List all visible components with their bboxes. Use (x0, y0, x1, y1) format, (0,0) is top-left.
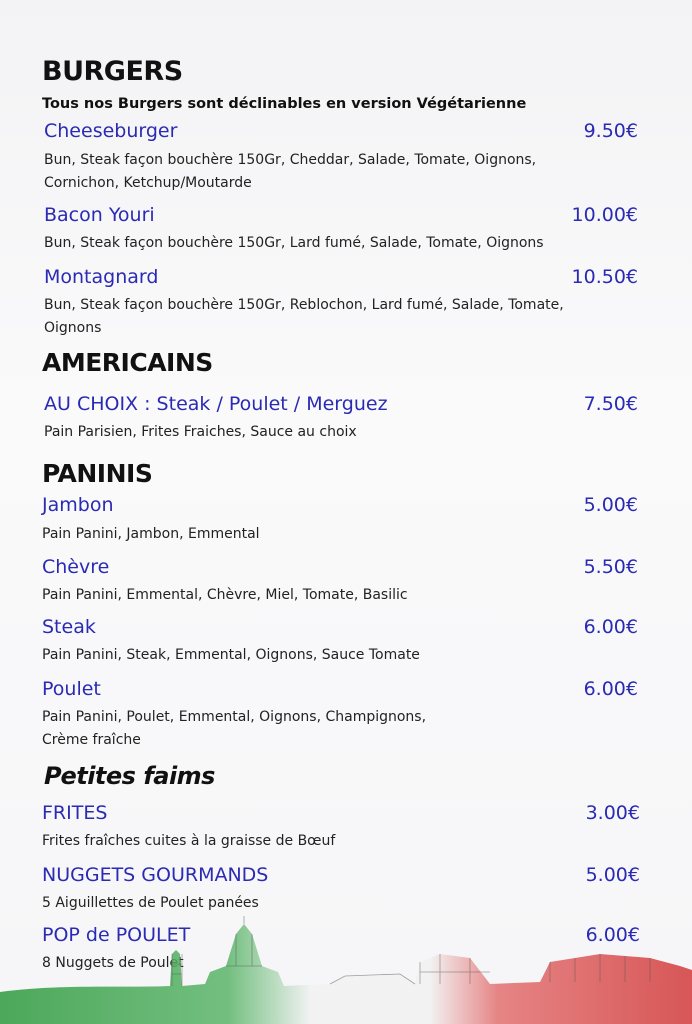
item-name: Cheeseburger (44, 120, 178, 142)
item-description: Bun, Steak façon bouchère 150Gr, Reblochon, Lard fumé, Salade, Tomate, Oignons (44, 297, 564, 336)
item-price: 7.50€ (583, 393, 638, 415)
item-name: Chèvre (42, 556, 110, 578)
item-description: Bun, Steak façon bouchère 150Gr, Cheddar, Salade, Tomate, Oignons, Cornichon, Ketchup/Moutarde (44, 152, 537, 191)
item-description: Bun, Steak façon bouchère 150Gr, Lard fumé, Salade, Tomate, Oignons (44, 235, 544, 251)
item-name: Poulet (42, 678, 101, 700)
item-price: 9.50€ (583, 120, 638, 142)
item-description: 5 Aiguillettes de Poulet panées (42, 895, 259, 911)
item-name: Bacon Youri (44, 204, 155, 226)
item-price: 5.50€ (583, 556, 638, 578)
item-description: Pain Panini, Emmental, Chèvre, Miel, Tomate, Basilic (42, 587, 408, 603)
section-note-vegetarian: Tous nos Burgers sont déclinables en version Végétarienne (42, 96, 527, 112)
item-name: NUGGETS GOURMANDS (42, 864, 269, 886)
item-name: POP de POULET (42, 924, 191, 946)
item-description: Frites fraîches cuites à la graisse de Bœuf (42, 833, 336, 849)
item-description: Pain Panini, Poulet, Emmental, Oignons, Champignons, Crème fraîche (42, 709, 427, 748)
item-price: 6.00€ (585, 924, 640, 946)
item-name: Montagnard (44, 266, 159, 288)
item-name: AU CHOIX : Steak / Poulet / Merguez (44, 393, 388, 415)
section-title-americains: AMERICAINS (42, 348, 213, 377)
item-price: 3.00€ (585, 802, 640, 824)
section-title-paninis: PANINIS (42, 459, 153, 488)
item-name: Steak (42, 616, 96, 638)
item-description: Pain Panini, Steak, Emmental, Oignons, Sauce Tomate (42, 647, 420, 663)
section-title-burgers: BURGERS (42, 56, 183, 87)
item-price: 6.00€ (583, 678, 638, 700)
item-name: FRITES (42, 802, 108, 824)
item-description: Pain Panini, Jambon, Emmental (42, 526, 260, 542)
item-description: 8 Nuggets de Poulet (42, 955, 184, 971)
italian-skyline-illustration (0, 914, 692, 1024)
item-price: 6.00€ (583, 616, 638, 638)
item-name: Jambon (42, 494, 114, 516)
item-price: 5.00€ (583, 494, 638, 516)
item-price: 10.50€ (571, 266, 638, 288)
item-price: 5.00€ (585, 864, 640, 886)
section-title-petites-faims: Petites faims (44, 762, 215, 790)
item-description: Pain Parisien, Frites Fraiches, Sauce au choix (44, 424, 357, 440)
item-price: 10.00€ (571, 204, 638, 226)
